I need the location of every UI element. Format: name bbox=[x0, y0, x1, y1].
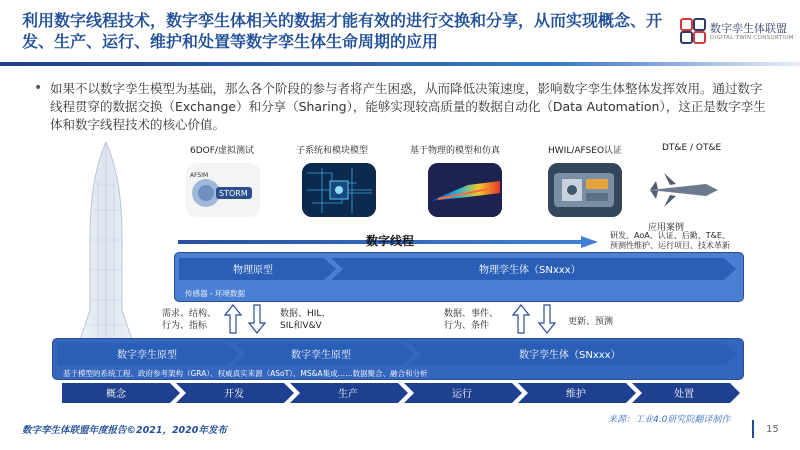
missile-icon bbox=[646, 163, 720, 217]
stage-maintenance bbox=[518, 383, 636, 403]
image-label-hwil: HWIL/AFSEO认证 bbox=[548, 146, 623, 156]
header-divider bbox=[0, 62, 800, 66]
image-label-6dof: 6DOF/虚拟测试 bbox=[190, 146, 254, 156]
digital-thread-label: 数字线程 bbox=[366, 234, 415, 248]
physical-prototype-label: 物理原型 bbox=[233, 265, 273, 276]
up-arrow-icon bbox=[224, 304, 242, 334]
right-up-line-1: 数据、事件、 bbox=[444, 309, 499, 319]
lifecycle-stage-row bbox=[62, 383, 742, 403]
application-line-1: 研发、AoA、认证、后勤、T&E、 bbox=[610, 231, 730, 240]
stage-concept-label: 概念 bbox=[106, 389, 126, 400]
svg-text:AFSIM: AFSIM bbox=[190, 172, 209, 179]
left-down-line-2: SIL和V&V bbox=[280, 321, 322, 331]
image-label-physics: 基于物理的模型和仿真 bbox=[410, 146, 501, 156]
right-down-line-1: 更新、预测 bbox=[568, 317, 614, 327]
stage-disposal-label: 处置 bbox=[674, 389, 694, 400]
left-up-line-1: 需求、结构、 bbox=[162, 309, 217, 319]
mbse-caption: 基于模型的系统工程、政府参考架构（GRA）、权威真实来源（ASoT）、MS&A集成……数据聚合、融合和分析 bbox=[63, 369, 428, 378]
bullet-text: 如果不以数字孪生模型为基础，那么各个阶段的参与者将产生困惑，从而降低决策速度，影响数字孪生体整体发挥效用。通过数字线程贯穿的数据交换（Exchange）和分享（Sharing），能够实现较高质量的数据自动化（Data Automation），这正是数字孪生体和数字线程技术的核心价值。 bbox=[50, 81, 766, 132]
bullet-marker: • bbox=[34, 80, 43, 96]
report-footer: 数字孪生体联盟年度报告©2021，2020年发布 bbox=[22, 425, 227, 436]
rocket-wireframe-icon bbox=[66, 140, 146, 345]
consortium-logo bbox=[680, 14, 795, 50]
simulation-logo-icon bbox=[186, 163, 260, 217]
cfd-simulation-icon bbox=[428, 163, 502, 217]
sensor-caption: 传感器 - 环境数据 bbox=[185, 289, 245, 298]
slide-header bbox=[0, 0, 800, 62]
down-arrow-icon bbox=[248, 304, 266, 334]
up-arrow-icon-right bbox=[512, 304, 530, 334]
digital-chevron-row bbox=[57, 343, 739, 365]
application-label: 应用案例 bbox=[648, 223, 685, 233]
stage-development bbox=[176, 383, 294, 403]
physical-twin-panel bbox=[174, 252, 744, 302]
physical-twin-label: 物理孪生体（SNxxx） bbox=[479, 265, 581, 276]
page-number-bar bbox=[752, 420, 754, 438]
source-note: 来源：工业4.0研究院翻译制作 bbox=[608, 415, 731, 425]
left-down-text bbox=[280, 308, 330, 332]
right-up-line-2: 行为、条件 bbox=[444, 321, 490, 331]
hardware-lab-icon bbox=[548, 163, 622, 217]
page-number: 15 bbox=[766, 424, 779, 435]
left-up-line-2: 行为、指标 bbox=[162, 321, 208, 331]
image-label-subsystem: 子系统和模块模型 bbox=[296, 146, 369, 156]
logo-name: 数字孪生体联盟 bbox=[710, 22, 787, 35]
digital-twin-label: 数字孪生体（SNxxx） bbox=[519, 350, 621, 361]
stage-concept bbox=[62, 383, 180, 403]
logo-subtitle: DIGITAL TWIN CONSORTIUM bbox=[710, 35, 794, 41]
down-arrow-icon-right bbox=[538, 304, 556, 334]
application-line-2: 预测性维护、运行项目、技术革新 bbox=[610, 241, 730, 250]
right-down-text bbox=[568, 316, 613, 328]
svg-text:STORM: STORM bbox=[219, 189, 248, 198]
stage-development-label: 开发 bbox=[224, 389, 244, 400]
physical-chevron-row bbox=[179, 258, 739, 280]
stage-operation-label: 运行 bbox=[452, 389, 472, 400]
stage-production bbox=[290, 383, 408, 403]
digital-prototype-label-2: 数字孪生原型 bbox=[291, 350, 351, 361]
application-description bbox=[610, 231, 730, 251]
consortium-logo-icon bbox=[680, 18, 706, 44]
left-down-line-1: 数据、HIL、 bbox=[280, 309, 331, 319]
stage-disposal bbox=[632, 383, 740, 403]
slide-title: 利用数字线程技术，数字孪生体相关的数据才能有效的进行交换和分享，从而实现概念、开发、生产、运行、维护和处置等数字孪生体生命周期的应用 bbox=[22, 11, 663, 51]
stage-operation bbox=[404, 383, 522, 403]
stage-production-label: 生产 bbox=[338, 389, 358, 400]
image-label-dte: DT&E / OT&E bbox=[662, 143, 722, 153]
stage-maintenance-label: 维护 bbox=[566, 389, 586, 400]
digital-prototype-label-1: 数字孪生原型 bbox=[117, 350, 177, 361]
circuit-board-icon bbox=[302, 163, 376, 217]
digital-twin-panel bbox=[52, 338, 744, 380]
left-up-text bbox=[162, 308, 216, 332]
right-up-text bbox=[444, 308, 498, 332]
